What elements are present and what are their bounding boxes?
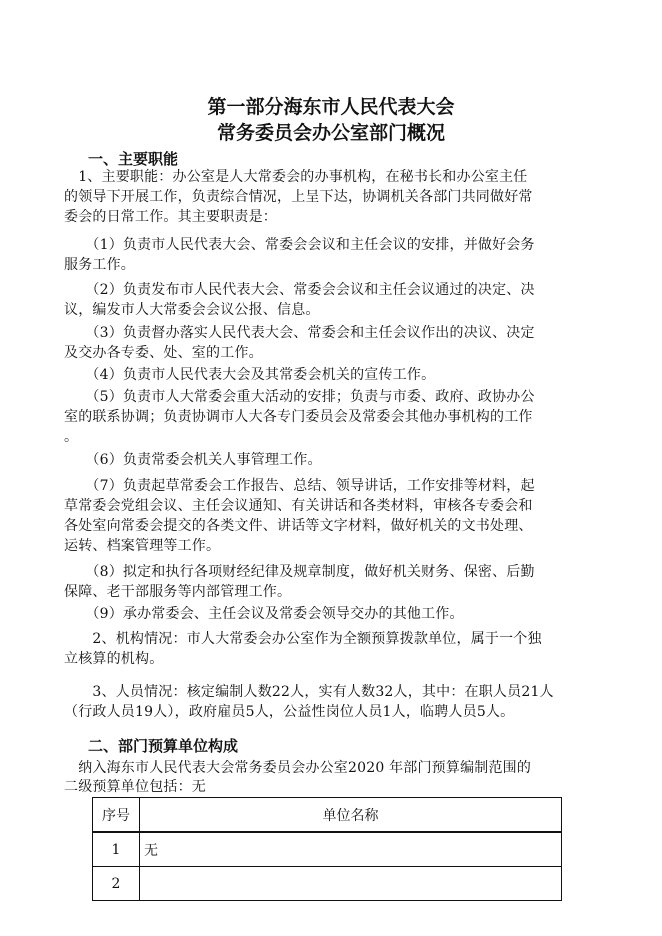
paragraph-line: 立核算的机构。 [64, 651, 164, 667]
paragraph-line: （9）承办常委会、主任会议及常委会领导交办的其他工作。 [64, 606, 464, 622]
paragraph-line: 服务工作。 [64, 257, 135, 273]
paragraph-line: （5）负责市人大常委会重大活动的安排；负责与市委、政府、政协办公 [64, 389, 535, 405]
paragraph-line: 保障、老干部服务等内部管理工作。 [64, 584, 292, 600]
page-title-line-1: 第一部分海东市人民代表大会 [207, 96, 455, 118]
paragraph-line: （6）负责常委会机关人事管理工作。 [64, 452, 322, 468]
paragraph-line: 室的联系协调；负责协调市人大各专门委员会及常委会其他办事机构的工作 [64, 409, 533, 425]
paragraph-line: 。 [64, 429, 79, 445]
paragraph-line: 2、机构情况：市人大常委会办公室作为全额预算拨款单位，属于一个独 [64, 631, 542, 647]
paragraph-line: 运转、档案管理等工作。 [64, 538, 221, 554]
paragraph-line: 议，编发市人大常委会会议公报、信息。 [64, 302, 320, 318]
paragraph-line: 草常委会党组会议、主任会议通知、有关讲话和各类材料，审核各专委会和 [64, 498, 533, 514]
section-heading-budget-units: 二、部门预算单位构成 [88, 737, 239, 755]
paragraph-line: （7）负责起草常委会工作报告、总结、领导讲话，工作安排等材料，起 [64, 478, 535, 494]
paragraph-line: 及交办各专委、处、室的工作。 [64, 345, 263, 361]
paragraph-line: 委会的日常工作。其主要职责是： [64, 209, 277, 225]
header-unit-name: 单位名称 [140, 798, 562, 833]
table-row [93, 832, 562, 867]
paragraph-line: 1、主要职能：办公室是人大常委会的办事机构，在秘书长和办公室主任 [64, 169, 528, 185]
paragraph-line: （行政人员19人），政府雇员5人，公益性岗位人员1人，临聘人员5人。 [64, 704, 515, 720]
paragraph-line: （2）负责发布市人民代表大会、常委会会议和主任会议通过的决定、决 [64, 282, 535, 298]
table-row [93, 867, 562, 901]
cell-index: 2 [93, 867, 140, 901]
paragraph-line: 各处室向常委会提交的各类文件、讲话等文字材料，做好机关的文书处理、 [64, 518, 533, 534]
paragraph-line: 的领导下开展工作，负责综合情况，上呈下达，协调机关各部门共同做好常 [64, 189, 533, 205]
paragraph-line: 二级预算单位包括：无 [64, 779, 206, 795]
paragraph-line: （1）负责市人民代表大会、常委会会议和主任会议的安排，并做好会务 [64, 237, 535, 253]
budget-unit-table [92, 797, 562, 901]
paragraph-line: 3、人员情况：核定编制人数22人，实有人数32人，其中：在职人员21人 [64, 684, 554, 700]
section-heading-main-functions: 一、主要职能 [88, 150, 179, 168]
paragraph-line: （8）拟定和执行各项财经纪律及规章制度，做好机关财务、保密、后勤 [64, 564, 535, 580]
cell-index: 1 [93, 832, 140, 867]
cell-unit-name [140, 867, 562, 901]
paragraph-line: 纳入海东市人民代表大会常务委员会办公室2020 年部门预算编制范围的 [64, 760, 532, 776]
cell-unit-name: 无 [140, 832, 562, 867]
paragraph-line: （4）负责市人民代表大会及其常委会机关的宣传工作。 [64, 367, 436, 383]
table-header-row [93, 798, 562, 833]
page-title-line-2: 常务委员会办公室部门概况 [216, 122, 445, 144]
header-index: 序号 [93, 798, 140, 833]
paragraph-line: （3）负责督办落实人民代表大会、常委会和主任会议作出的决议、决定 [64, 325, 535, 341]
